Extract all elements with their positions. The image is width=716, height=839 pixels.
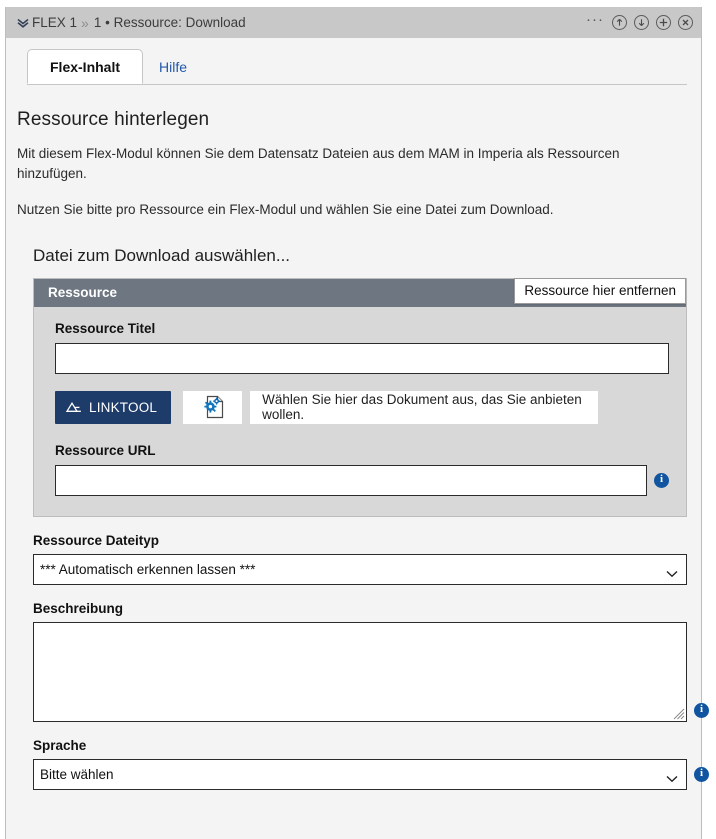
sprache-label: Sprache [33,737,87,753]
move-up-icon[interactable] [612,15,627,30]
dateityp-label: Ressource Dateityp [33,532,160,548]
more-options-icon[interactable]: ··· [586,10,604,28]
resource-panel-title: Ressource [48,285,118,301]
tabstrip [6,49,701,85]
beschreibung-label: Beschreibung [33,600,124,616]
resource-url-row [55,465,669,496]
sprache-select-wrap [33,759,687,790]
close-icon[interactable] [678,15,693,30]
sprache-info-icon[interactable]: i [694,767,709,782]
chevron-double-down-icon[interactable] [16,16,30,30]
beschreibung-textarea[interactable] [33,622,687,722]
module-body [6,109,704,790]
document-hint-text: Wählen Sie hier das Dokument aus, das Sie anbieten wollen. [250,391,598,424]
sprache-select[interactable] [33,759,687,790]
resource-url-label: Ressource URL [55,442,156,458]
module-subtitle-label: 1 • Ressource: Download [93,15,246,30]
module-titlebar [6,7,701,38]
section-subtitle: Datei zum Download auswählen... [33,245,291,265]
beschreibung-row [33,622,704,722]
sprache-row [33,759,704,790]
document-gear-icon [198,392,228,422]
beschreibung-textarea-wrap [33,622,687,722]
linktool-button-label: LINKTOOL [89,399,158,415]
module-flex-label: FLEX 1 [32,15,78,30]
sprache-field [33,737,704,790]
intro-paragraph-2: Nutzen Sie bitte pro Ressource ein Flex-Modul und wählen Sie eine Datei zum Download. [17,202,554,218]
linktool-button[interactable] [55,391,171,424]
page-title: Ressource hinterlegen [17,109,210,130]
module-actions [586,10,693,30]
resource-title-label: Ressource Titel [55,320,156,336]
resource-url-input[interactable] [55,465,647,496]
intro-paragraph-1: Mit diesem Flex-Modul können Sie dem Datensatz Dateien aus dem MAM in Imperia als Ressourcen hinzufügen. [17,146,620,181]
move-down-icon[interactable] [634,15,649,30]
tab-flex-inhalt[interactable]: Flex-Inhalt [27,49,143,84]
module-title-separator: » [81,14,89,31]
linktool-mountain-icon [66,401,82,413]
remove-resource-button[interactable]: Ressource hier entfernen [514,278,686,304]
module-title [16,15,246,31]
document-picker-button[interactable] [183,391,242,424]
resource-panel-body [34,307,686,516]
flex-module-frame [5,7,702,839]
resource-url-info-icon[interactable]: i [654,473,669,488]
add-icon[interactable] [656,15,671,30]
beschreibung-info-icon[interactable]: i [694,703,709,718]
dateityp-field [33,533,687,585]
resource-title-input[interactable] [55,343,669,374]
tab-hilfe[interactable]: Hilfe [159,59,188,75]
resource-panel-header [34,279,686,307]
beschreibung-field [33,600,704,722]
resource-url-block [55,443,669,496]
resource-panel [33,278,687,517]
dateityp-select[interactable] [33,554,687,585]
dateityp-select-wrap [33,554,687,585]
document-select-row [55,391,669,424]
